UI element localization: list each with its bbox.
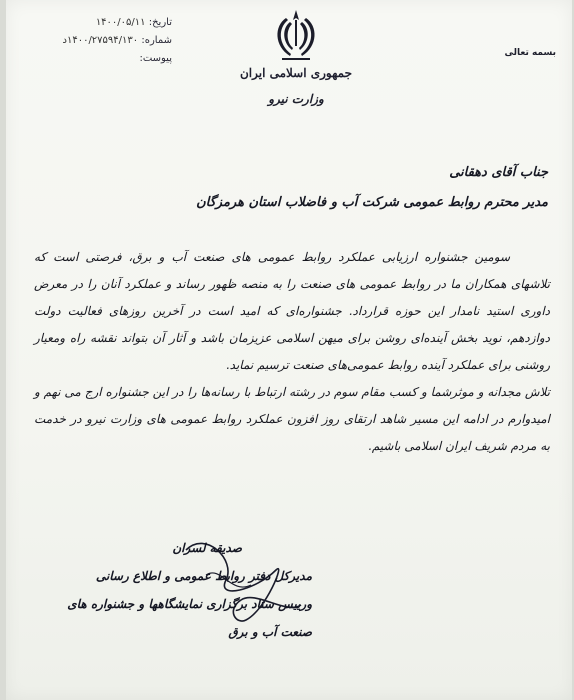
recipient-title: مدیر محترم روابط عمومی شرکت آب و فاضلاب استان هرمزگان [196,195,548,210]
attachment-label: پیوست: [139,53,172,64]
date-row [22,14,172,32]
date-label: تاریخ: [148,17,172,28]
republic-title: جمهوری اسلامی ایران [239,66,353,80]
attachment-row [22,50,172,68]
letter-page [6,0,572,700]
letter-body [34,244,550,460]
signature-block [52,534,312,646]
letter-meta [22,14,172,68]
body-paragraph-1: سومین جشنواره ارزیابی عملکرد روابط عمومی های صنعت آب و برق، فرصتی است که تلاشهای همکاران ما در روابط عمومی های صنعت را به منصه ظهور رساند و عملکرد آنان را در معرض داوری استید نامدار این حوزه قرارداد. جشنواره‌ای که امید است در آخرین روزهای فعالیت دولت دوازدهم، نوید بخش آینده‌ای روشن برای میهن اسلامی عزیزمان باشد و آثار آن بتواند نقشه راه ومعیار روشنی برای عملکرد آینده روابط عمومی‌های صنعت ترسیم نماید. [34,250,551,372]
recipient-name: جناب آقای دهقانی [449,165,548,180]
number-label: شماره: [141,35,172,46]
number-row [22,32,172,50]
number-value: ۱۴۰۰/۲۷۵۹۴/۱۳۰د [62,35,139,46]
iran-emblem-icon [268,6,324,66]
basmala: بسمه تعالی [504,48,556,58]
recipient-block [28,158,548,218]
signatory-title-1: مدیرکل دفتر روابط عمومی و اطلاع رسانی [95,569,312,583]
signatory-title-2: ورییس ستاد برگزاری نمایشگاهها و جشنواره های صنعت آب و برق [67,597,312,639]
body-paragraph-2: تلاش مجدانه و موثرشما و کسب مقام سوم در رشته ارتباط با رسانه‌ها را در این جشنواره ارج می نهم و امیدوارم در ادامه این مسیر شاهد ارتقای روز افزون عملکرد روابط عمومی های وزارت نیرو در خدمت به مردم شریف ایران اسلامی باشیم. [34,385,550,453]
ministry-title: وزارت نیرو [268,92,324,106]
signatory-name: صدیقه لسران [172,541,242,555]
date-value: ۱۴۰۰/۰۵/۱۱ [95,17,146,28]
